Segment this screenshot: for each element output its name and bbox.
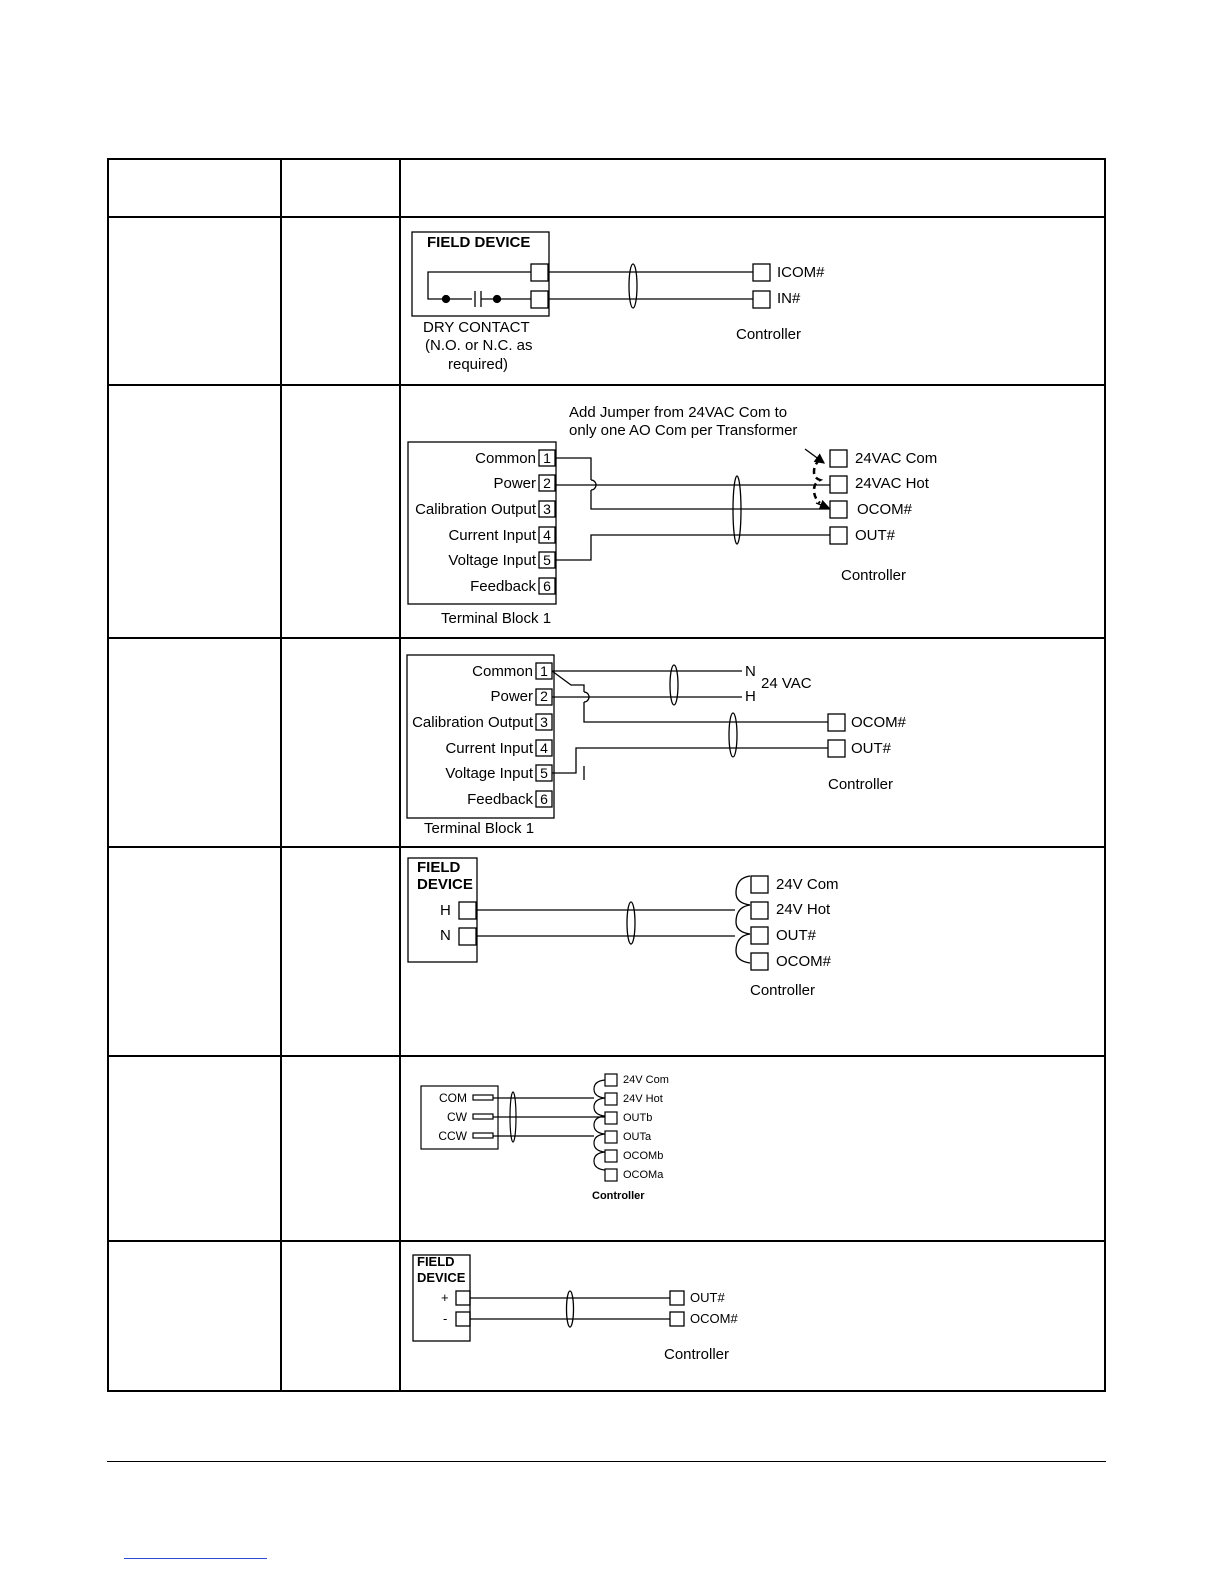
jumper-dashed [814, 460, 820, 503]
block-number: 6 [543, 578, 551, 594]
footer-link-underline [124, 1558, 267, 1559]
jumper-note: only one AO Com per Transformer [569, 422, 798, 439]
wire-ocom [584, 702, 828, 722]
terminal-label: OUTb [623, 1112, 653, 1124]
shield-ellipse [567, 1291, 574, 1327]
supply-lead-label: H [745, 688, 756, 705]
device-terminal-label: + [441, 1290, 449, 1305]
block-number: 5 [540, 765, 548, 781]
jumper-brackets [594, 1080, 605, 1170]
terminal-label: 24V Com [623, 1074, 669, 1086]
contact-caption: (N.O. or N.C. as [425, 337, 533, 354]
block-number: 5 [543, 552, 551, 568]
block-number: 2 [543, 475, 551, 491]
terminal-label: OUT# [690, 1290, 725, 1305]
contact-caption: required) [448, 356, 509, 373]
device-terminal-label: H [440, 902, 451, 919]
diagram-hn-device [408, 858, 768, 970]
block-number: 1 [543, 450, 551, 466]
device-terminal-1 [531, 264, 548, 281]
terminal-label: OCOM# [776, 953, 832, 970]
device-title: DEVICE [417, 1270, 466, 1285]
block-label: Calibration Output [412, 714, 533, 731]
block-number: 3 [540, 714, 548, 730]
block-label: Voltage Input [445, 765, 533, 782]
terminal-label: OCOMa [623, 1169, 664, 1181]
terminal-label: OUTa [623, 1131, 652, 1143]
terminal-label: 24V Hot [776, 901, 831, 918]
device-terminal-label: N [440, 927, 451, 944]
shield-ellipse-output [729, 713, 737, 757]
block-label: Common [472, 663, 533, 680]
block-label: Feedback [467, 791, 533, 808]
controller-label: Controller [664, 1346, 730, 1363]
terminal-label: 24V Hot [623, 1093, 663, 1105]
terminal-label: OUT# [855, 527, 896, 544]
block-number: 6 [540, 791, 548, 807]
controller-terminal-icom [753, 264, 770, 281]
controller-label: Controller [750, 982, 816, 999]
controller-label: Controller [828, 776, 894, 793]
block-caption: Terminal Block 1 [424, 820, 535, 837]
contact-loop-wire [428, 272, 531, 299]
block-label: Power [490, 688, 533, 705]
wire-ocom [591, 490, 830, 509]
block-label: Current Input [445, 740, 533, 757]
footer-rule [107, 1461, 1106, 1462]
block-number: 1 [540, 663, 548, 679]
device-title: DEVICE [417, 876, 473, 893]
device-terminal-2 [531, 291, 548, 308]
block-label: Current Input [448, 527, 536, 544]
shield-ellipse [733, 476, 741, 544]
terminal-label: OCOM# [690, 1311, 738, 1326]
jumper-brackets [736, 876, 750, 963]
supply-label: 24 VAC [761, 675, 812, 692]
controller-label: Controller [736, 326, 802, 343]
terminal-label: OUT# [851, 740, 892, 757]
device-terminal-label: CW [447, 1110, 467, 1124]
device-title: FIELD DEVICE [427, 234, 531, 251]
block-label: Calibration Output [415, 501, 536, 518]
device-title: FIELD [417, 859, 461, 876]
device-terminal-label: - [443, 1311, 448, 1326]
shield-ellipse [629, 264, 637, 308]
terminal-label: 24VAC Hot [855, 475, 929, 492]
wire-out [555, 535, 830, 560]
terminal-label: 24VAC Com [855, 450, 938, 467]
device-terminal-label: COM [439, 1091, 467, 1105]
device-title: FIELD [417, 1254, 455, 1269]
terminal-label: 24V Com [776, 876, 839, 893]
contact-dot-1 [443, 296, 450, 303]
controller-terminal-in [753, 291, 770, 308]
block-label: Voltage Input [448, 552, 536, 569]
contact-dot-2 [494, 296, 501, 303]
terminal-label: OUT# [776, 927, 817, 944]
block-number: 3 [543, 501, 551, 517]
block-label: Feedback [470, 578, 536, 595]
contact-caption: DRY CONTACT [423, 319, 530, 336]
controller-label: Controller [592, 1190, 645, 1202]
block-number: 4 [540, 740, 548, 756]
terminal-label: OCOM# [857, 501, 913, 518]
terminal-label: ICOM# [777, 264, 825, 281]
block-label: Power [493, 475, 536, 492]
block-number: 2 [540, 688, 548, 704]
block-caption: Terminal Block 1 [441, 610, 552, 627]
block-label: Common [475, 450, 536, 467]
device-terminal-label: CCW [438, 1129, 467, 1143]
terminal-label: IN# [777, 290, 801, 307]
shield-ellipse [627, 902, 635, 944]
controller-label: Controller [841, 567, 907, 584]
supply-lead-label: N [745, 663, 756, 680]
wire-out [552, 748, 828, 773]
terminal-label: OCOM# [851, 714, 907, 731]
jumper-note: Add Jumper from 24VAC Com to [569, 404, 788, 421]
block-number: 4 [543, 527, 551, 543]
terminal-label: OCOMb [623, 1150, 664, 1162]
